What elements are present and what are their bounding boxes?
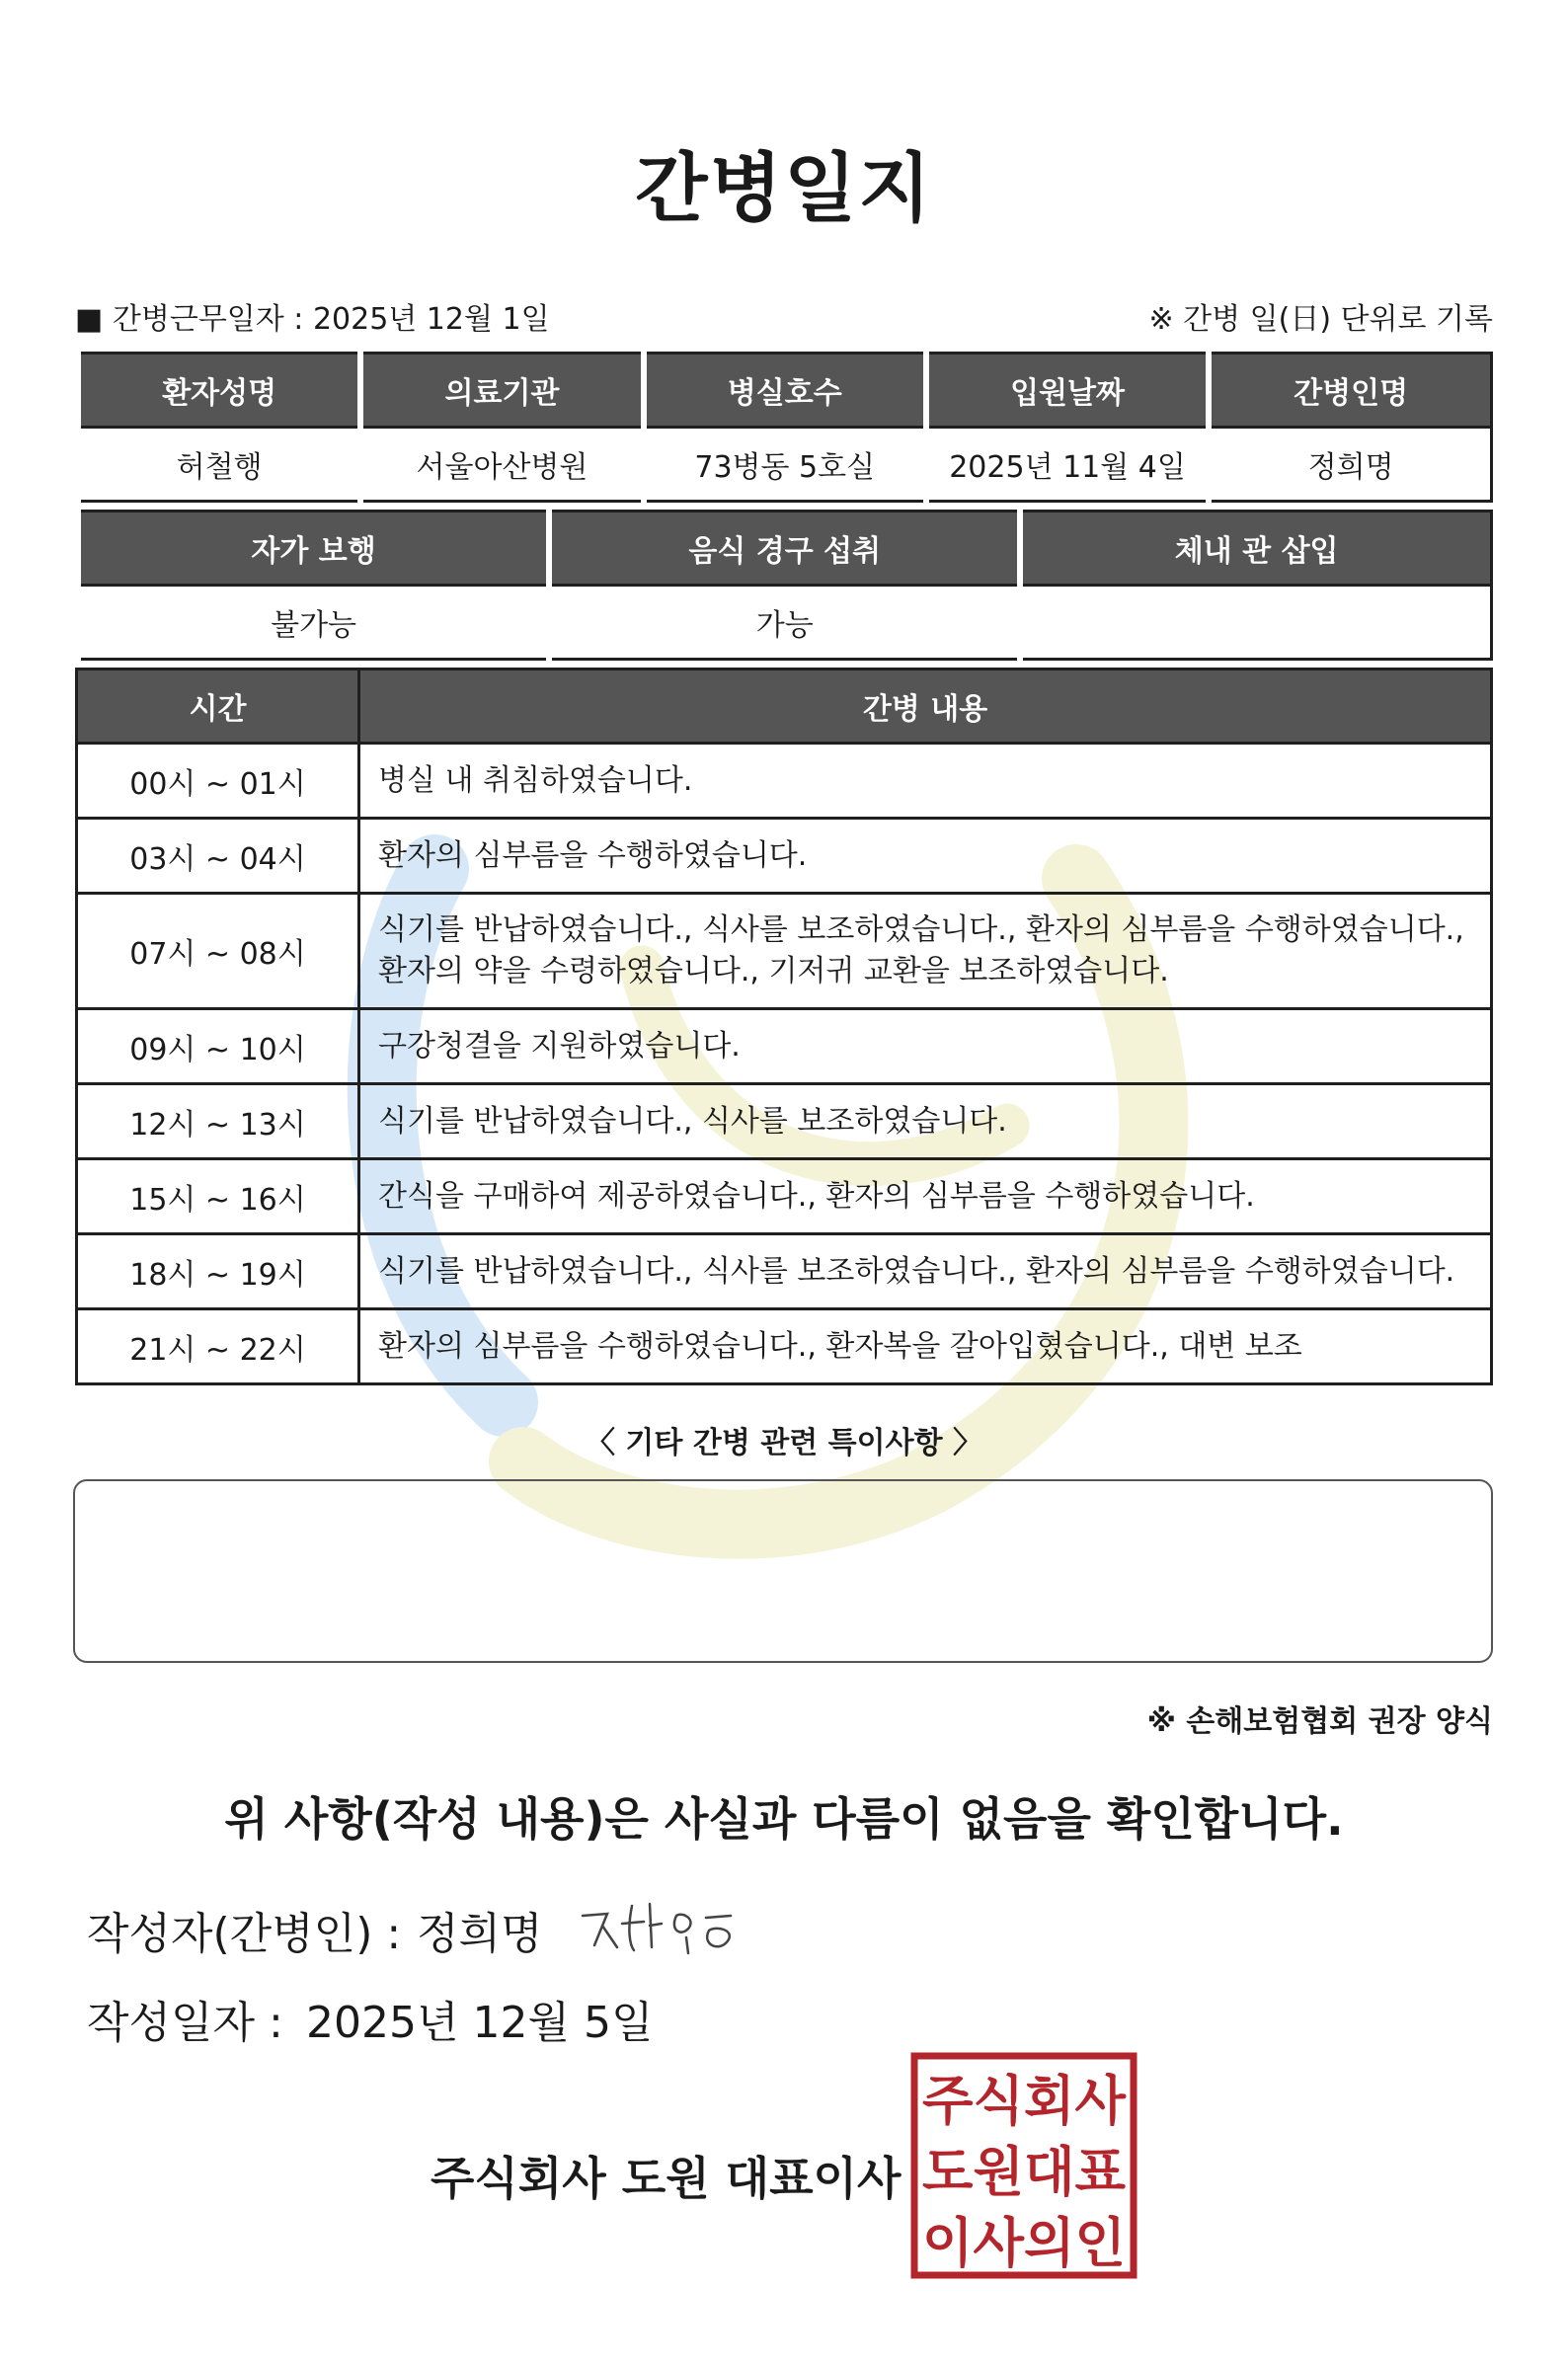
confirmation-statement: 위 사항(작성 내용)은 사실과 다름이 없음을 확인합니다. [224, 1792, 1344, 1846]
oral-intake-status: 가능 [549, 586, 1020, 660]
svg-text:도원대표: 도원대표 [922, 2141, 1126, 2203]
walking-status: 불가능 [78, 586, 549, 660]
content-cell: 환자의 심부름을 수행하였습니다. [359, 819, 1492, 894]
time-cell: 03시 ~ 04시 [77, 819, 359, 894]
write-date-label: 작성일자 : [87, 1998, 283, 2048]
tube-insertion-status [1020, 586, 1491, 660]
table-row [77, 744, 1492, 819]
status-value-row [78, 586, 1492, 660]
form-note: ※ 손해보험협회 권장 양식 [1146, 1704, 1493, 1739]
header-time: 시간 [77, 670, 359, 744]
header-caregiver-name: 간병인명 [1209, 354, 1491, 428]
table-row [77, 1084, 1492, 1159]
page-title: 간병일지 [635, 144, 933, 232]
time-cell: 07시 ~ 08시 [77, 894, 359, 1009]
content-cell: 식기를 반납하였습니다., 식사를 보조하였습니다., 환자의 심부름을 수행하였습니다., 환자의 약을 수령하였습니다., 기저귀 교환을 보조하였습니다. [359, 894, 1492, 1009]
writer-name: 정희명 [417, 1909, 543, 1959]
patient-info-value-row [78, 428, 1492, 502]
record-note: ※ 간병 일(日) 단위로 기록 [1148, 302, 1493, 337]
content-cell: 환자의 심부름을 수행하였습니다., 환자복을 갈아입혔습니다., 대변 보조 [359, 1309, 1492, 1384]
header-walking: 자가 보행 [78, 512, 549, 586]
writer-label: 작성자(간병인) : [87, 1909, 402, 1959]
header-admission-date: 입원날짜 [926, 354, 1209, 428]
company-signature-line: 주식회사 도원 대표이사 [431, 2152, 902, 2205]
admission-date: 2025년 11월 4일 [926, 428, 1209, 502]
hospital-name: 서울아산병원 [360, 428, 643, 502]
header-patient-name: 환자성명 [78, 354, 360, 428]
special-notes-title: 〈 기타 간병 관련 특이사항 〉 [585, 1426, 983, 1460]
time-cell: 00시 ~ 01시 [77, 744, 359, 819]
status-header-row [78, 512, 1492, 586]
content-cell: 식기를 반납하였습니다., 식사를 보조하였습니다. [359, 1084, 1492, 1159]
time-cell: 09시 ~ 10시 [77, 1009, 359, 1084]
header-room: 병실호수 [644, 354, 926, 428]
table-row [77, 894, 1492, 1009]
patient-name: 허철행 [78, 428, 360, 502]
time-cell: 21시 ~ 22시 [77, 1309, 359, 1384]
handwritten-signature [573, 1876, 750, 1965]
write-date: 2025년 12월 5일 [306, 1998, 654, 2048]
patient-info-table [75, 352, 1493, 503]
table-row [77, 1309, 1492, 1384]
care-log-table [75, 668, 1493, 1385]
time-cell: 12시 ~ 13시 [77, 1084, 359, 1159]
care-log-header-row [77, 670, 1492, 744]
special-notes-box [73, 1479, 1493, 1663]
content-cell: 병실 내 취침하였습니다. [359, 744, 1492, 819]
content-cell: 식기를 반납하였습니다., 식사를 보조하였습니다., 환자의 심부름을 수행하였습니다. [359, 1234, 1492, 1309]
patient-status-table [75, 510, 1493, 661]
content-cell: 구강청결을 지원하였습니다. [359, 1009, 1492, 1084]
time-cell: 18시 ~ 19시 [77, 1234, 359, 1309]
header-tube-insertion: 체내 관 삽입 [1020, 512, 1491, 586]
header-hospital: 의료기관 [360, 354, 643, 428]
room-number: 73병동 5호실 [644, 428, 926, 502]
caregiver-name: 정희명 [1209, 428, 1491, 502]
header-care-content: 간병 내용 [359, 670, 1492, 744]
patient-info-header-row [78, 354, 1492, 428]
time-cell: 15시 ~ 16시 [77, 1159, 359, 1234]
work-date: ■ 간병근무일자 : 2025년 12월 1일 [75, 302, 550, 337]
svg-text:이사의인: 이사의인 [922, 2212, 1126, 2274]
table-row [77, 1234, 1492, 1309]
svg-text:주식회사: 주식회사 [922, 2070, 1127, 2132]
company-seal [910, 2052, 1137, 2279]
content-cell: 간식을 구매하여 제공하였습니다., 환자의 심부름을 수행하였습니다. [359, 1159, 1492, 1234]
table-row [77, 819, 1492, 894]
header-oral-intake: 음식 경구 섭취 [549, 512, 1020, 586]
table-row [77, 1159, 1492, 1234]
table-row [77, 1009, 1492, 1084]
